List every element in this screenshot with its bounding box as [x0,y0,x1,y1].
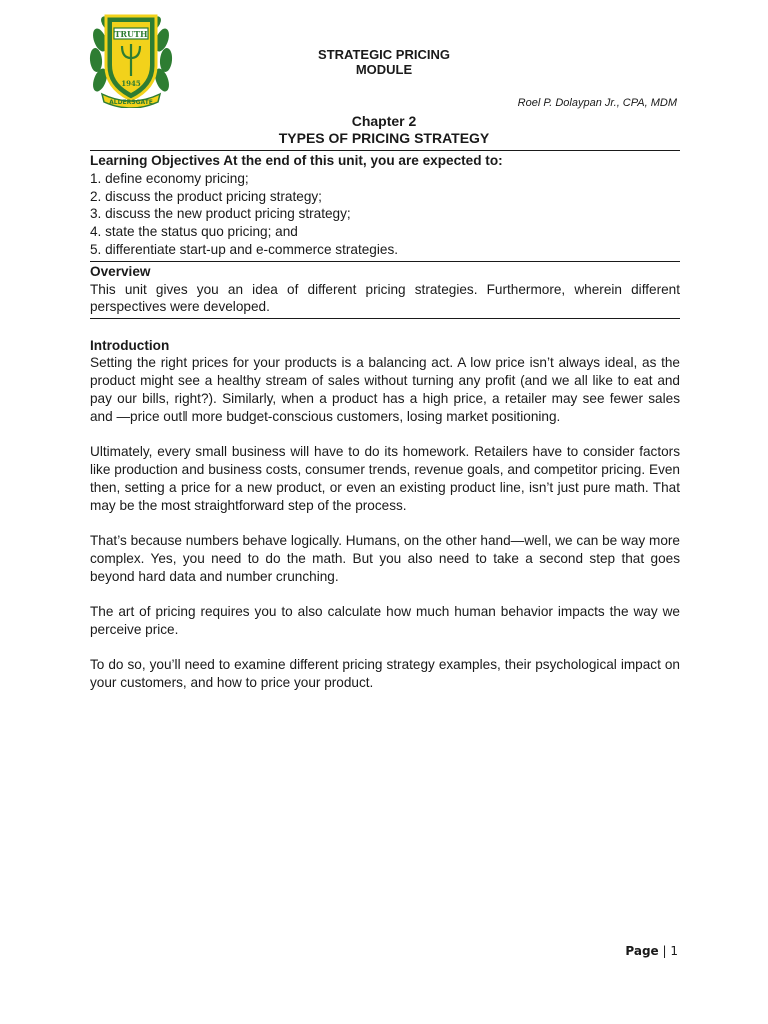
author-name: Roel P. Dolaypan Jr., CPA, MDM [517,97,677,109]
page-footer [625,944,678,958]
document-body [90,150,680,692]
introduction-paragraph: That’s because numbers behave logically. Humans, on the other hand—well, we can be way more complex. Yes, you need to do the math. But you also need to take a second step that goes beyond hard data and number crunching. [90,533,680,584]
overview-section [90,261,680,318]
module-title-line-2: MODULE [355,62,413,77]
overview-heading: Overview [90,263,151,279]
introduction-paragraph: The art of pricing requires you to also calculate how much human behavior impacts the way we perceive price. [90,604,680,637]
objective-item: 5. differentiate start-up and e-commerce strategies. [90,241,399,257]
chapter-label: Chapter 2 [351,113,417,129]
page-number: 1 [670,944,678,958]
learning-objectives-heading: Learning Objectives At the end of this unit, you are expected to: [90,153,503,168]
objective-item: 3. discuss the new product pricing strategy; [90,206,351,222]
introduction-paragraph: Ultimately, every small business will have to do its homework. Retailers have to consider factors like production and business costs, consumer trends, revenue goals, and competitor pricing. Even then, setting a price for a new product, or even an existing product line, isn’t just pure math. That may be the most straightforward step of the process. [90,444,680,513]
introduction-heading: Introduction [90,337,170,353]
page-separator: | [658,944,671,958]
svg-text:1945: 1945 [121,79,141,88]
module-title-line-1: STRATEGIC PRICING [318,47,450,62]
page-label: Page [625,944,659,958]
chapter-title: TYPES OF PRICING STRATEGY [278,130,490,146]
learning-objectives-section [90,150,680,261]
introduction-paragraph: Setting the right prices for your products is a balancing act. A low price isn’t always ideal, as the product might see a healthy stream of sales without turning any profit (and we all like to eat and pay our bills, right?). Similarly, when a product has a high price, a retailer may see fewer sales and ―price outǁ more budget-conscious customers, losing market positioning. [90,355,680,424]
svg-text:ALDERSGATE: ALDERSGATE [109,99,153,106]
introduction-section [90,337,680,692]
module-title [0,47,768,77]
introduction-paragraph: To do so, you’ll need to examine different pricing strategy examples, their psychological impact on your customers, and how to price your product. [90,657,680,690]
objective-item: 2. discuss the product pricing strategy; [90,188,322,204]
objective-item: 4. state the status quo pricing; and [90,224,298,240]
section-divider [90,318,680,319]
svg-text:TRUTH: TRUTH [114,29,148,39]
objective-item: 1. define economy pricing; [90,170,249,186]
overview-text: This unit gives you an idea of different pricing strategies. Furthermore, wherein different perspectives were developed. [90,281,680,315]
chapter-heading [0,113,768,147]
